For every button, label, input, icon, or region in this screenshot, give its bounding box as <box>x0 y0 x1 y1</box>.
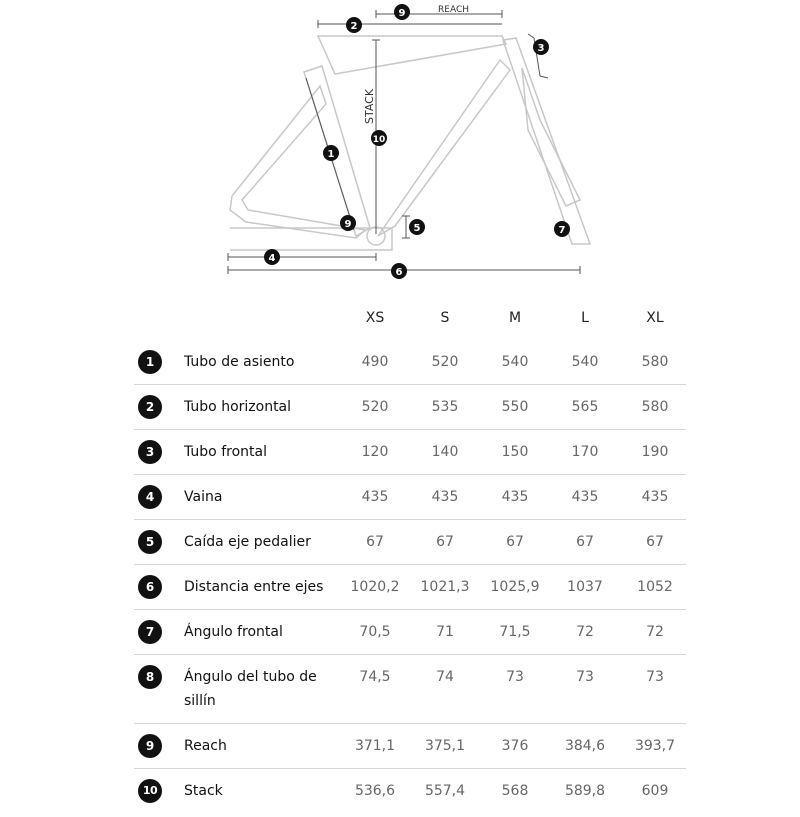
value-cell: 435 <box>431 489 459 505</box>
svg-text:3: 3 <box>537 43 545 54</box>
value-cell: 140 <box>431 444 459 460</box>
size-header: M <box>508 310 522 326</box>
value-cell: 376 <box>501 738 529 754</box>
value-cell: 580 <box>641 399 669 415</box>
value-cell: 435 <box>501 489 529 505</box>
value-cell: 550 <box>501 399 529 415</box>
value-cell: 67 <box>366 534 384 550</box>
value-cell: 1037 <box>567 579 603 595</box>
diagram-marker-3 <box>533 39 549 55</box>
value-cell: 1021,3 <box>420 579 470 595</box>
value-cell: 67 <box>436 534 454 550</box>
value-cell: 371,1 <box>354 738 396 754</box>
value-cell: 72 <box>646 624 664 640</box>
diagram-marker-6 <box>391 263 407 279</box>
row-number-badge: 2 <box>138 395 162 419</box>
value-cell: 375,1 <box>424 738 466 754</box>
table-row <box>134 385 686 430</box>
value-cell: 435 <box>361 489 389 505</box>
value-cell: 435 <box>571 489 599 505</box>
value-cell: 73 <box>646 669 664 685</box>
value-cell: 565 <box>571 399 599 415</box>
table-row <box>134 475 686 520</box>
value-cell: 190 <box>641 444 669 460</box>
value-cell: 393,7 <box>634 738 676 754</box>
value-cell: 120 <box>361 444 389 460</box>
value-cell: 520 <box>431 354 459 370</box>
row-label: Tubo frontal <box>184 444 267 460</box>
frame-geometry-diagram <box>0 0 800 290</box>
diagram-marker-1 <box>323 145 339 161</box>
value-cell: 71 <box>436 624 454 640</box>
table-row <box>134 430 686 475</box>
diagram-marker-9-angle <box>340 215 356 231</box>
value-cell: 435 <box>641 489 669 505</box>
stack-label: STACK <box>363 88 376 124</box>
value-cell: 535 <box>431 399 459 415</box>
row-number-badge: 4 <box>138 485 162 509</box>
value-cell: 580 <box>641 354 669 370</box>
size-header: XL <box>646 310 664 326</box>
value-cell: 536,6 <box>354 783 396 799</box>
value-cell: 73 <box>576 669 594 685</box>
table-row <box>134 565 686 610</box>
value-cell: 1020,2 <box>350 579 400 595</box>
size-header-row <box>134 300 686 340</box>
row-label: Tubo de asiento <box>184 354 295 370</box>
row-label: Caída eje pedalier <box>184 534 311 550</box>
value-cell: 1052 <box>637 579 673 595</box>
dimension-lines <box>228 10 580 274</box>
value-cell: 74,5 <box>359 669 391 685</box>
row-number-badge: 9 <box>138 734 162 758</box>
size-header: S <box>440 310 450 326</box>
value-cell: 67 <box>646 534 664 550</box>
svg-text:9: 9 <box>398 8 406 19</box>
frame-svg <box>0 0 800 290</box>
diagram-marker-2 <box>346 17 362 33</box>
value-cell: 589,8 <box>564 783 606 799</box>
value-cell: 73 <box>506 669 524 685</box>
value-cell: 72 <box>576 624 594 640</box>
svg-text:2: 2 <box>350 21 358 32</box>
table-row <box>134 340 686 385</box>
value-cell: 384,6 <box>564 738 606 754</box>
svg-text:1: 1 <box>327 149 335 160</box>
value-cell: 609 <box>641 783 669 799</box>
row-label: Vaina <box>184 489 223 505</box>
row-number-badge: 3 <box>138 440 162 464</box>
table-row <box>134 655 686 724</box>
svg-text:7: 7 <box>558 225 566 236</box>
svg-text:4: 4 <box>268 253 276 264</box>
value-cell: 520 <box>361 399 389 415</box>
value-cell: 557,4 <box>424 783 466 799</box>
size-header: XS <box>365 310 385 326</box>
diagram-marker-9 <box>394 4 410 20</box>
reach-label: REACH <box>438 5 469 15</box>
row-number-badge: 10 <box>138 779 162 803</box>
row-label: Ángulo del tubo de sillín <box>184 669 317 709</box>
value-cell: 150 <box>501 444 529 460</box>
value-cell: 67 <box>576 534 594 550</box>
row-label: Ángulo frontal <box>184 624 283 640</box>
diagram-marker-5 <box>409 219 425 235</box>
row-number-badge: 7 <box>138 620 162 644</box>
diagram-marker-10 <box>371 130 387 146</box>
size-header: L <box>581 310 589 326</box>
row-label: Reach <box>184 738 227 754</box>
row-label: Distancia entre ejes <box>184 579 324 595</box>
svg-text:6: 6 <box>395 267 403 278</box>
svg-text:9: 9 <box>344 219 352 230</box>
value-cell: 74 <box>436 669 454 685</box>
value-cell: 170 <box>571 444 599 460</box>
diagram-marker-7 <box>554 221 570 237</box>
table-row <box>134 520 686 565</box>
value-cell: 1025,9 <box>490 579 540 595</box>
row-number-badge: 6 <box>138 575 162 599</box>
row-number-badge: 8 <box>138 665 162 689</box>
value-cell: 568 <box>501 783 529 799</box>
diagram-marker-4 <box>264 249 280 265</box>
value-cell: 70,5 <box>359 624 391 640</box>
value-cell: 540 <box>501 354 529 370</box>
value-cell: 71,5 <box>499 624 531 640</box>
svg-text:5: 5 <box>413 223 421 234</box>
row-number-badge: 5 <box>138 530 162 554</box>
table-row <box>134 724 686 769</box>
value-cell: 540 <box>571 354 599 370</box>
table-row <box>134 610 686 655</box>
table-row <box>134 769 686 813</box>
row-label: Tubo horizontal <box>184 399 292 415</box>
row-label: Stack <box>184 783 223 799</box>
frame-outline <box>230 36 590 250</box>
value-cell: 490 <box>361 354 389 370</box>
row-number-badge: 1 <box>138 350 162 374</box>
svg-text:10: 10 <box>372 135 386 145</box>
table-body <box>134 340 686 813</box>
geometry-table <box>134 300 686 813</box>
value-cell: 67 <box>506 534 524 550</box>
